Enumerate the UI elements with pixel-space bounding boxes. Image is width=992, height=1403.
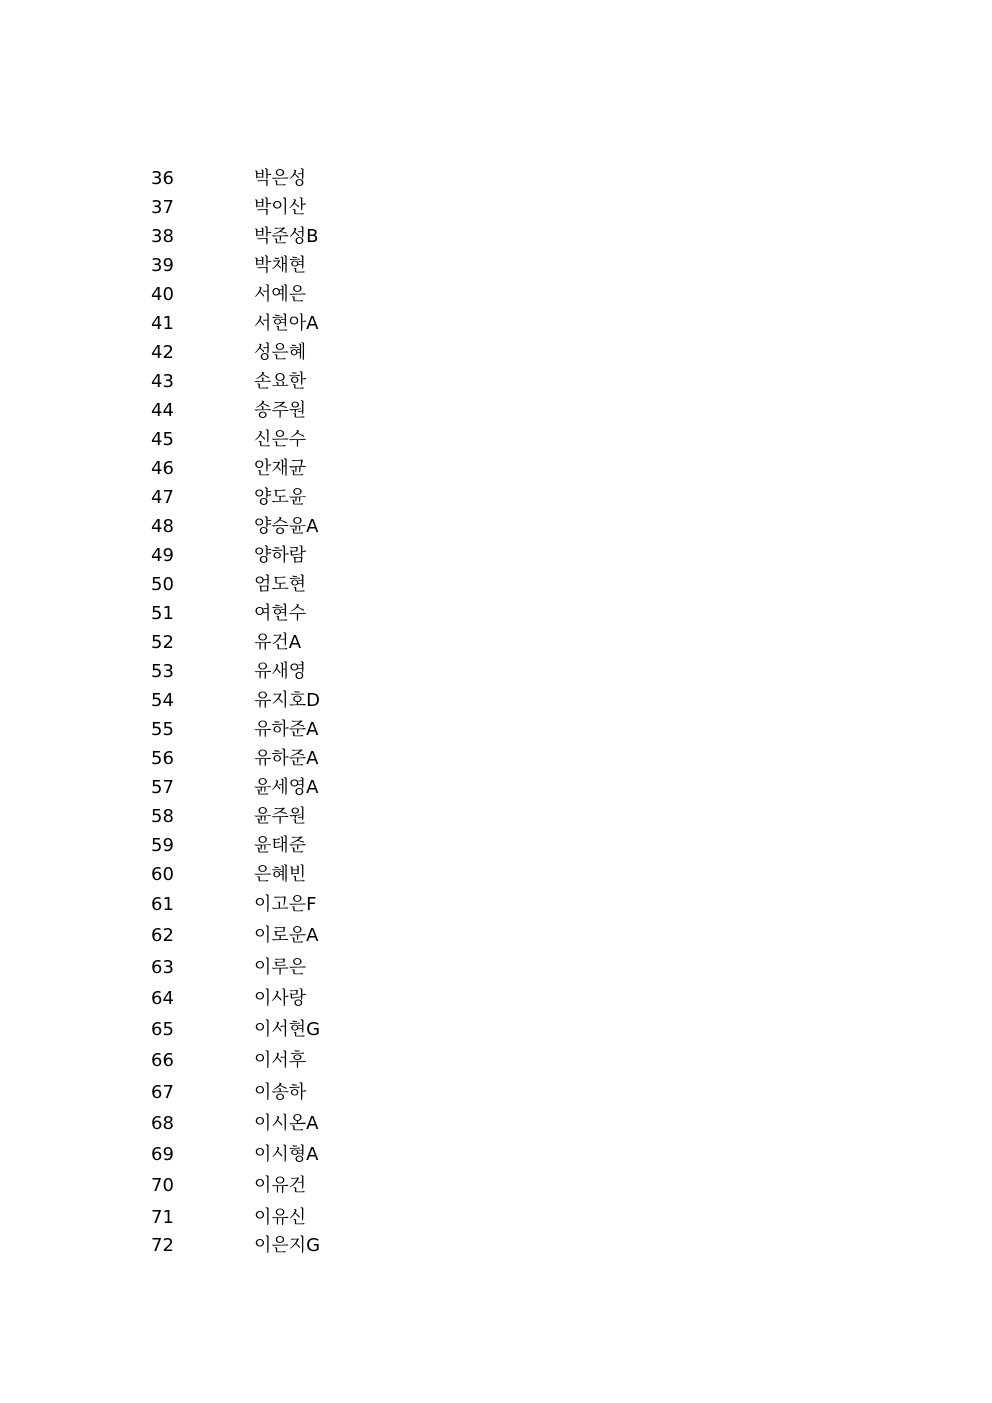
list-item bbox=[0, 1079, 992, 1107]
student-name: 성은혜 bbox=[254, 342, 307, 363]
student-name: 박준성B bbox=[254, 226, 319, 247]
row-number: 67 bbox=[151, 1082, 174, 1103]
row-number: 59 bbox=[151, 835, 174, 856]
row-number: 54 bbox=[151, 690, 174, 711]
list-item bbox=[0, 281, 992, 309]
list-item bbox=[0, 310, 992, 338]
list-item bbox=[0, 223, 992, 251]
row-number: 63 bbox=[151, 957, 174, 978]
list-item bbox=[0, 1172, 992, 1200]
student-name: 손요한 bbox=[254, 371, 307, 392]
row-number: 48 bbox=[151, 516, 174, 537]
list-item bbox=[0, 426, 992, 454]
student-name: 이로운A bbox=[254, 925, 319, 946]
student-name: 엄도현 bbox=[254, 574, 307, 595]
list-item bbox=[0, 455, 992, 483]
student-name: 신은수 bbox=[254, 429, 307, 450]
student-name: 박채현 bbox=[254, 255, 307, 276]
row-number: 69 bbox=[151, 1144, 174, 1165]
row-number: 41 bbox=[151, 313, 174, 334]
list-item bbox=[0, 542, 992, 570]
student-name: 이서후 bbox=[254, 1050, 307, 1071]
list-item bbox=[0, 600, 992, 628]
list-item bbox=[0, 716, 992, 744]
list-item bbox=[0, 513, 992, 541]
student-name: 윤주원 bbox=[254, 806, 307, 827]
student-name: 유지호D bbox=[254, 690, 321, 711]
row-number: 37 bbox=[151, 197, 174, 218]
student-name: 안재균 bbox=[254, 458, 307, 479]
row-number: 50 bbox=[151, 574, 174, 595]
list-item bbox=[0, 368, 992, 396]
row-number: 64 bbox=[151, 988, 174, 1009]
list-item bbox=[0, 1047, 992, 1075]
list-item bbox=[0, 194, 992, 222]
list-item bbox=[0, 774, 992, 802]
student-name: 이시온A bbox=[254, 1113, 319, 1134]
list-item bbox=[0, 891, 992, 919]
student-name: 양승윤A bbox=[254, 516, 319, 537]
student-name: 이사랑 bbox=[254, 988, 307, 1009]
row-number: 51 bbox=[151, 603, 174, 624]
list-item bbox=[0, 803, 992, 831]
student-name: 은혜빈 bbox=[254, 864, 307, 885]
list-item bbox=[0, 484, 992, 512]
student-name: 윤세영A bbox=[254, 777, 319, 798]
student-name: 이고은F bbox=[254, 894, 317, 915]
row-number: 42 bbox=[151, 342, 174, 363]
student-name: 이서현G bbox=[254, 1019, 321, 1040]
row-number: 71 bbox=[151, 1207, 174, 1228]
row-number: 47 bbox=[151, 487, 174, 508]
row-number: 60 bbox=[151, 864, 174, 885]
row-number: 45 bbox=[151, 429, 174, 450]
student-name: 여현수 bbox=[254, 603, 307, 624]
row-number: 56 bbox=[151, 748, 174, 769]
list-item bbox=[0, 252, 992, 280]
list-item bbox=[0, 1016, 992, 1044]
student-name: 이시형A bbox=[254, 1144, 319, 1165]
list-item bbox=[0, 1141, 992, 1169]
list-item bbox=[0, 1232, 992, 1260]
row-number: 66 bbox=[151, 1050, 174, 1071]
row-number: 61 bbox=[151, 894, 174, 915]
list-item bbox=[0, 922, 992, 950]
student-name: 유건A bbox=[254, 632, 302, 653]
row-number: 53 bbox=[151, 661, 174, 682]
student-name: 이루은 bbox=[254, 957, 307, 978]
row-number: 57 bbox=[151, 777, 174, 798]
row-number: 43 bbox=[151, 371, 174, 392]
list-item bbox=[0, 658, 992, 686]
row-number: 49 bbox=[151, 545, 174, 566]
list-item bbox=[0, 1110, 992, 1138]
row-number: 65 bbox=[151, 1019, 174, 1040]
list-item bbox=[0, 985, 992, 1013]
list-item bbox=[0, 165, 992, 193]
student-name: 양하람 bbox=[254, 545, 307, 566]
row-number: 58 bbox=[151, 806, 174, 827]
row-number: 52 bbox=[151, 632, 174, 653]
student-name: 이은지G bbox=[254, 1235, 321, 1256]
list-item bbox=[0, 954, 992, 982]
student-name: 양도윤 bbox=[254, 487, 307, 508]
list-item bbox=[0, 745, 992, 773]
row-number: 39 bbox=[151, 255, 174, 276]
row-number: 55 bbox=[151, 719, 174, 740]
list-item bbox=[0, 571, 992, 599]
row-number: 62 bbox=[151, 925, 174, 946]
student-name: 유하준A bbox=[254, 748, 319, 769]
student-name: 유새영 bbox=[254, 661, 307, 682]
row-number: 36 bbox=[151, 168, 174, 189]
row-number: 72 bbox=[151, 1235, 174, 1256]
student-name: 이유건 bbox=[254, 1175, 307, 1196]
row-number: 70 bbox=[151, 1175, 174, 1196]
list-item bbox=[0, 1204, 992, 1232]
list-item bbox=[0, 687, 992, 715]
list-item bbox=[0, 861, 992, 889]
row-number: 40 bbox=[151, 284, 174, 305]
student-name: 이송하 bbox=[254, 1082, 307, 1103]
row-number: 38 bbox=[151, 226, 174, 247]
list-item bbox=[0, 397, 992, 425]
row-number: 46 bbox=[151, 458, 174, 479]
student-name: 서예은 bbox=[254, 284, 307, 305]
list-item bbox=[0, 629, 992, 657]
student-name: 박은성 bbox=[254, 168, 307, 189]
student-name: 이유신 bbox=[254, 1207, 307, 1228]
student-name: 윤태준 bbox=[254, 835, 307, 856]
student-name: 박이산 bbox=[254, 197, 307, 218]
list-item bbox=[0, 832, 992, 860]
student-name: 서현아A bbox=[254, 313, 319, 334]
student-name: 송주원 bbox=[254, 400, 307, 421]
row-number: 44 bbox=[151, 400, 174, 421]
row-number: 68 bbox=[151, 1113, 174, 1134]
list-item bbox=[0, 339, 992, 367]
student-name: 유하준A bbox=[254, 719, 319, 740]
